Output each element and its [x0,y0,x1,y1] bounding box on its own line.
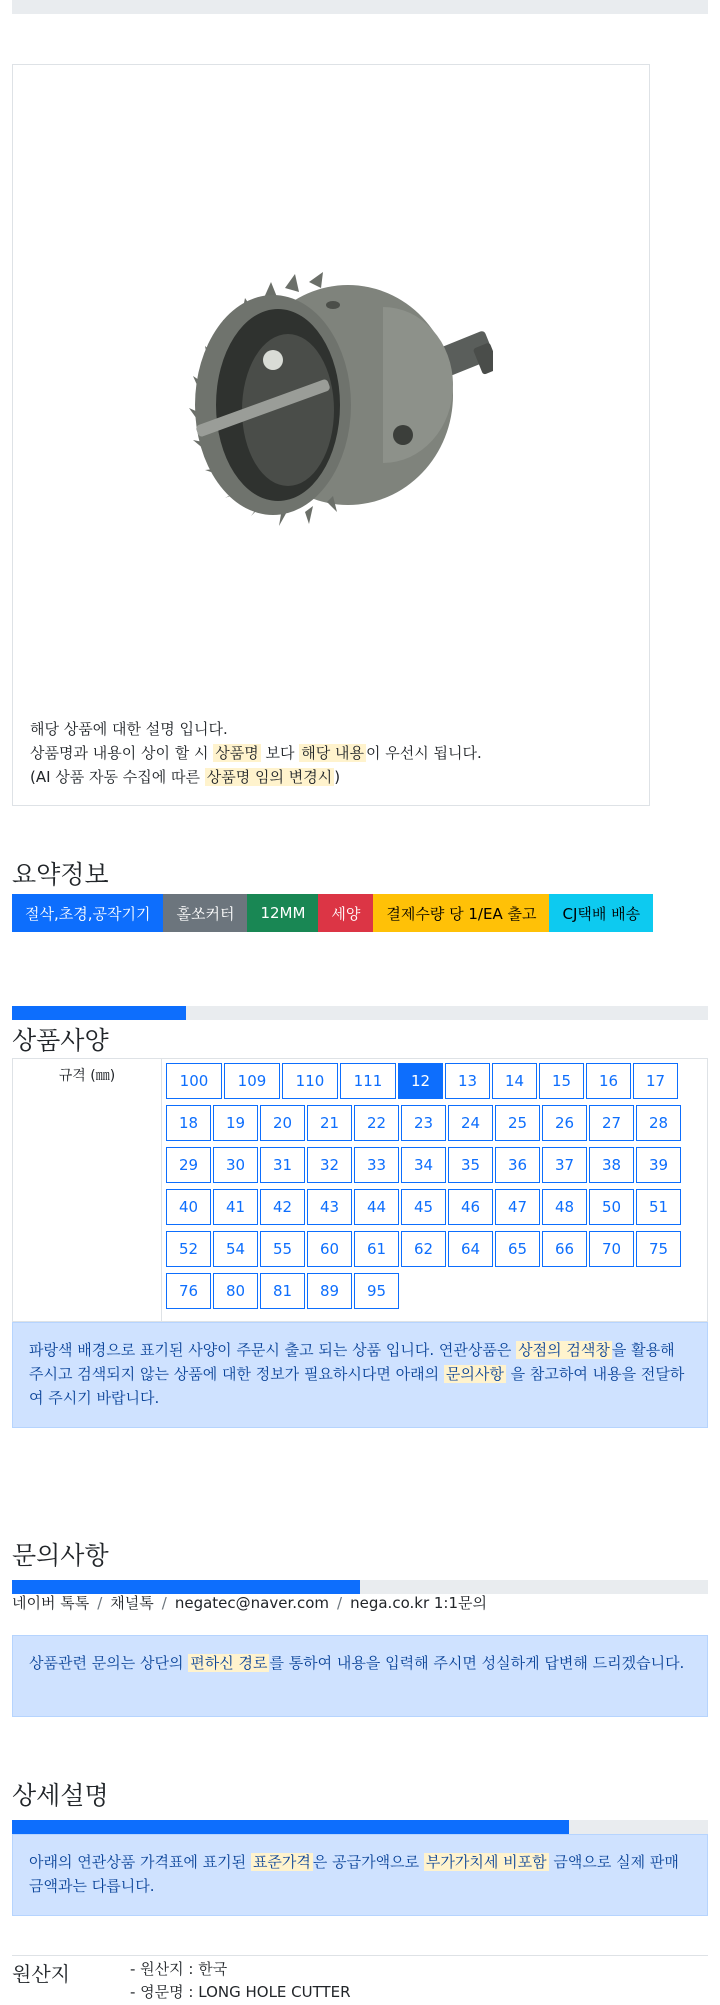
size-option[interactable]: 60 [307,1231,352,1267]
desc-text: 이 우선시 됩니다. [365,744,482,762]
separator: / [337,1594,343,1612]
origin-title: 원산지 [12,1962,70,1986]
origin-country: - 원산지 : 한국 [130,1960,228,1978]
highlight-inquiry: 문의사항 [445,1365,504,1383]
size-option[interactable]: 25 [495,1105,540,1141]
size-option[interactable]: 100 [166,1063,222,1099]
size-option[interactable]: 18 [166,1105,211,1141]
summary-badge: 절삭,초경,공작기기 [12,894,163,932]
size-option[interactable]: 24 [448,1105,493,1141]
origin-divider [12,1955,708,1956]
separator: / [97,1594,103,1612]
size-option[interactable]: 61 [354,1231,399,1267]
size-option[interactable]: 51 [636,1189,681,1225]
size-option[interactable]: 42 [260,1189,305,1225]
detail-title: 상세설명 [12,1781,109,1810]
size-option[interactable]: 47 [495,1189,540,1225]
size-option[interactable]: 41 [213,1189,258,1225]
size-options [166,1063,706,1315]
summary-badge: CJ택배 배송 [549,894,653,932]
highlight-content: 해당 내용 [301,744,364,762]
size-option[interactable]: 62 [401,1231,446,1267]
size-option[interactable]: 19 [213,1105,258,1141]
desc-text: ) [334,768,341,786]
link-naver-talk[interactable]: 네이버 톡톡 [12,1594,90,1612]
size-option[interactable]: 54 [213,1231,258,1267]
size-option[interactable]: 40 [166,1189,211,1225]
size-option[interactable]: 29 [166,1147,211,1183]
size-option[interactable]: 27 [589,1105,634,1141]
size-option[interactable]: 30 [213,1147,258,1183]
size-option[interactable]: 16 [586,1063,631,1099]
size-option[interactable]: 36 [495,1147,540,1183]
highlight-standard-price: 표준가격 [252,1853,311,1871]
summary-badges [12,894,653,932]
highlight-vat-excluded: 부가가치세 비포함 [425,1853,547,1871]
size-option[interactable]: 111 [340,1063,396,1099]
summary-badge: 12MM [247,894,318,932]
size-option[interactable]: 89 [307,1273,352,1309]
spec-notice [12,1322,708,1428]
size-option[interactable]: 38 [589,1147,634,1183]
summary-badge: 세양 [318,894,373,932]
size-option[interactable]: 17 [633,1063,678,1099]
size-option[interactable]: 65 [495,1231,540,1267]
size-option[interactable]: 33 [354,1147,399,1183]
size-option[interactable]: 75 [636,1231,681,1267]
link-channel-talk[interactable]: 채널톡 [110,1594,154,1612]
notice-text: 파랑색 배경으로 표기된 사양이 주문시 출고 되는 상품 입니다. 연관상품은 [29,1341,517,1359]
desc-line-1: 해당 상품에 대한 설명 입니다. [30,720,228,738]
size-option[interactable]: 70 [589,1231,634,1267]
spec-title: 상품사양 [12,1026,109,1055]
size-option[interactable]: 52 [166,1231,211,1267]
top-progress-bar [12,0,708,14]
spec-table [12,1058,708,1322]
spec-divider [161,1059,162,1321]
size-option[interactable]: 43 [307,1189,352,1225]
detail-notice [12,1834,708,1916]
link-email[interactable]: negatec@naver.com [174,1594,330,1612]
spec-label: 규격 (㎜) [58,1068,116,1084]
size-option[interactable]: 44 [354,1189,399,1225]
size-option[interactable]: 31 [260,1147,305,1183]
separator: / [161,1594,167,1612]
notice-text: 금액으로 실제 판매금액과는 다릅니다. [29,1853,679,1895]
highlight-product-name: 상품명 [215,744,259,762]
detail-progress-bar [12,1820,708,1834]
contact-links [12,1592,487,1613]
spec-progress-bar [12,1006,708,1020]
spec-progress-fill [12,1006,186,1020]
product-image-box [12,64,650,806]
detail-progress-fill [12,1820,569,1834]
size-option[interactable]: 28 [636,1105,681,1141]
size-option[interactable]: 13 [445,1063,490,1099]
highlight-convenient-route: 편하신 경로 [190,1654,268,1672]
highlight-name-change: 상품명 임의 변경시 [206,768,333,786]
notice-text: 를 통하여 내용을 입력해 주시면 성실하게 답변해 드리겠습니다. [269,1654,685,1672]
size-option[interactable]: 76 [166,1273,211,1309]
product-image [133,260,493,530]
size-option[interactable]: 22 [354,1105,399,1141]
notice-text: 은 공급가액으로 [312,1853,424,1871]
size-option[interactable]: 48 [542,1189,587,1225]
size-option[interactable]: 95 [354,1273,399,1309]
size-option[interactable]: 20 [260,1105,305,1141]
size-option[interactable]: 34 [401,1147,446,1183]
size-option[interactable]: 21 [307,1105,352,1141]
highlight-store-search: 상점의 검색창 [518,1341,610,1359]
size-option[interactable]: 23 [401,1105,446,1141]
size-option[interactable]: 12 [398,1063,443,1099]
notice-text: 아래의 연관상품 가격표에 표기된 [29,1853,251,1871]
notice-text: 을 활용해 주시고 검색되지 않는 상품에 대한 정보가 필요하시다면 아래의 [29,1341,675,1383]
desc-text: (AI 상품 자동 수집에 따른 [30,768,205,786]
size-option[interactable]: 32 [307,1147,352,1183]
origin-english-name: - 영문명 : LONG HOLE CUTTER [130,1983,351,2001]
desc-line-2 [30,741,482,765]
size-option[interactable]: 39 [636,1147,681,1183]
size-option[interactable]: 55 [260,1231,305,1267]
origin-list [130,1958,351,2004]
size-option[interactable]: 110 [282,1063,338,1099]
desc-line-3 [30,765,482,789]
size-option[interactable]: 109 [224,1063,280,1099]
size-option[interactable]: 35 [448,1147,493,1183]
size-option[interactable]: 50 [589,1189,634,1225]
size-option[interactable]: 15 [539,1063,584,1099]
desc-text: 보다 [260,744,300,762]
size-option[interactable]: 37 [542,1147,587,1183]
size-option[interactable]: 66 [542,1231,587,1267]
size-option[interactable]: 26 [542,1105,587,1141]
size-option[interactable]: 46 [448,1189,493,1225]
size-option[interactable]: 45 [401,1189,446,1225]
summary-badge: 결제수량 당 1/EA 출고 [373,894,549,932]
size-option[interactable]: 14 [492,1063,537,1099]
summary-badge: 홀쏘커터 [163,894,247,932]
size-option[interactable]: 80 [213,1273,258,1309]
size-option[interactable]: 81 [260,1273,305,1309]
notice-text: 을 참고하여 내용을 전달하여 주시기 바랍니다. [29,1365,685,1407]
product-description [30,717,482,789]
link-site-inquiry[interactable]: nega.co.kr 1:1문의 [350,1594,487,1612]
desc-text: 상품명과 내용이 상이 할 시 [30,744,214,762]
notice-text: 상품관련 문의는 상단의 [29,1654,189,1672]
summary-title: 요약정보 [12,860,109,889]
size-option[interactable]: 64 [448,1231,493,1267]
inquiry-title: 문의사항 [12,1541,109,1570]
inquiry-notice [12,1635,708,1717]
